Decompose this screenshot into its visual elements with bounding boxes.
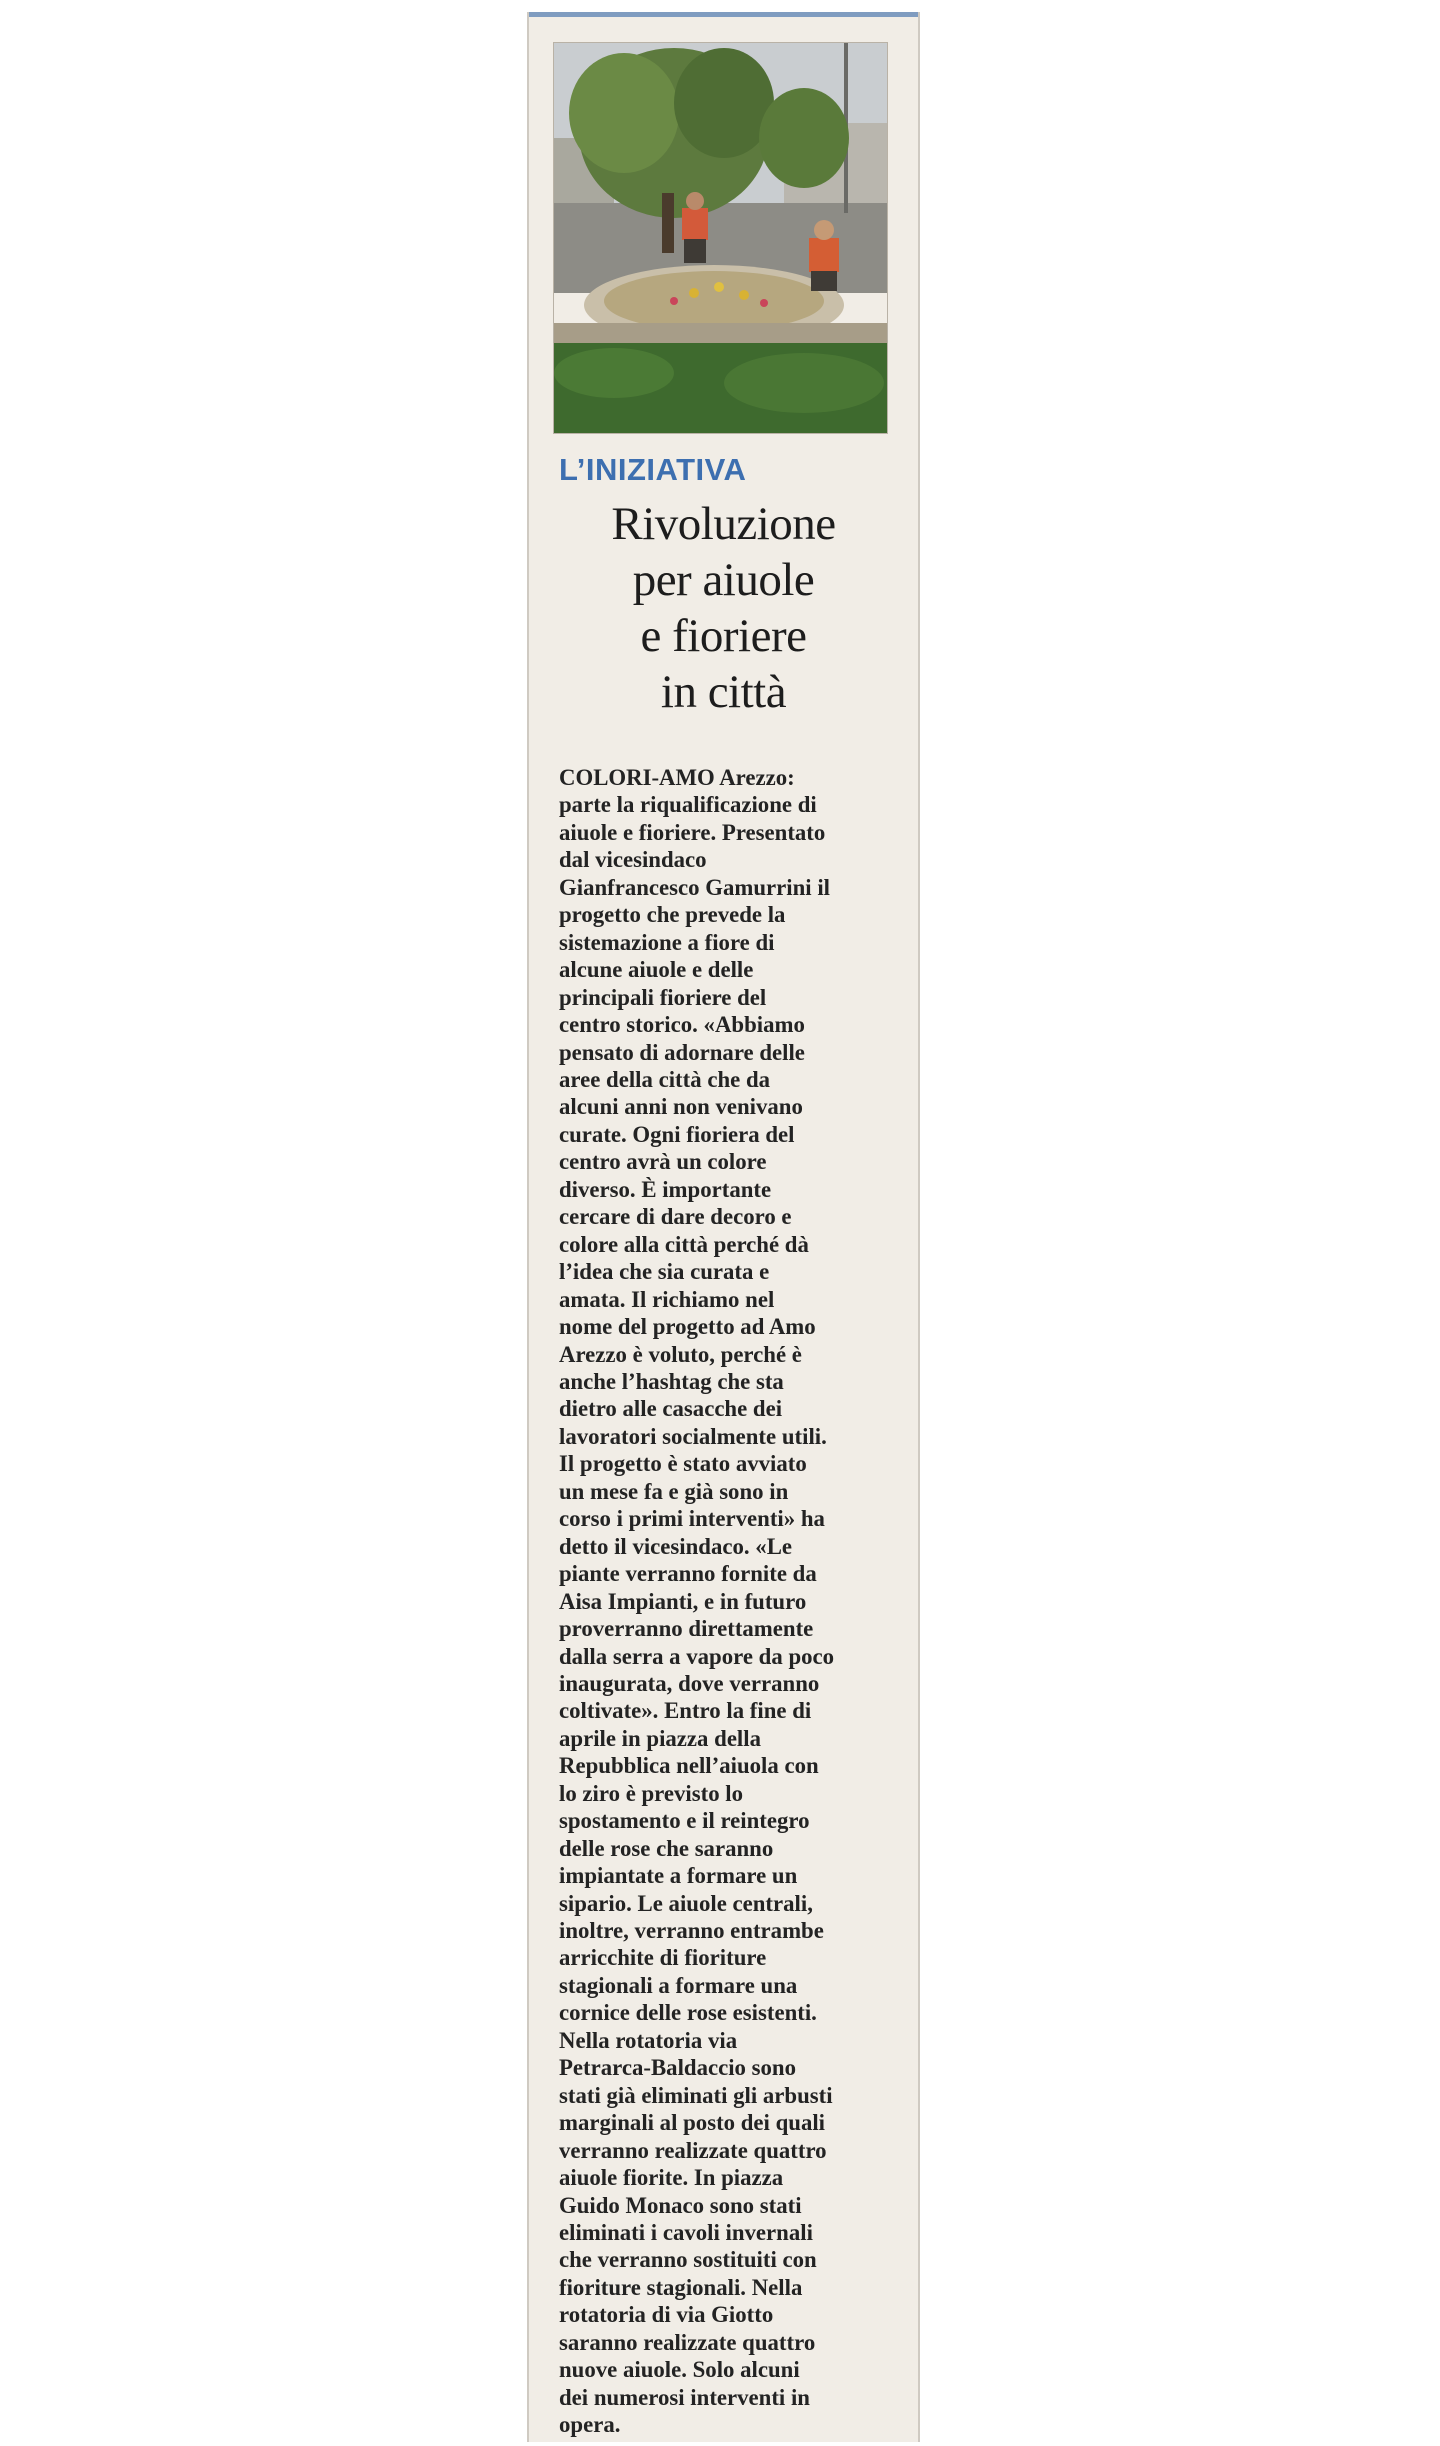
body-line: spostamento e il reintegro [559, 1808, 810, 1834]
body-line: corso i primi interventi» ha [559, 1506, 825, 1532]
body-line: opera. [559, 2412, 621, 2438]
headline-line: Rivoluzione [611, 498, 836, 550]
body-line: cornice delle rose esistenti. [559, 2000, 817, 2026]
body-line: arricchite di fioriture [559, 1945, 767, 1971]
body-line [559, 764, 919, 791]
body-line: pensato di adornare delle [559, 1039, 805, 1065]
body-line: stati già eliminati gli arbusti [559, 2082, 833, 2108]
headline-line: in città [660, 666, 787, 718]
top-rule [529, 12, 918, 17]
body-line: colore alla città perché dà [559, 1231, 809, 1257]
body-line: dietro alle casacche dei [559, 1396, 783, 1422]
body-line: nome del progetto ad Amo [559, 1314, 816, 1340]
body-line: piante verranno fornite da [559, 1561, 817, 1587]
article-body [559, 764, 919, 2439]
body-line: sistemazione a fiore di [559, 929, 775, 955]
body-line: aiuole e fioriere. Presentato [559, 819, 826, 845]
body-line: centro storico. «Abbiamo [559, 1012, 805, 1038]
body-line: Nella rotatoria via [559, 2027, 738, 2053]
body-line: dalla serra a vapore da poco [559, 1643, 835, 1669]
body-line-text: Arezzo: [719, 765, 795, 790]
body-line: cercare di dare decoro e [559, 1204, 792, 1230]
body-line: l’idea che sia curata e [559, 1259, 770, 1285]
body-line: progetto che prevede la [559, 902, 786, 928]
body-line: Aisa Impianti, e in futuro [559, 1588, 807, 1614]
body-line: detto il vicesindaco. «Le [559, 1533, 793, 1559]
body-line: inoltre, verranno entrambe [559, 1918, 824, 1944]
body-line: proverranno direttamente [559, 1616, 814, 1642]
body-line: marginali al posto dei quali [559, 2110, 826, 2136]
body-line: saranno realizzate quattro [559, 2329, 816, 2355]
body-line: un mese fa e già sono in [559, 1478, 789, 1504]
body-line: Gianfrancesco Gamurrini il [559, 874, 831, 900]
body-line: eliminati i cavoli invernali [559, 2220, 813, 2246]
body-line: aprile in piazza della [559, 1725, 761, 1751]
body-line: sipario. Le aiuole centrali, [559, 1890, 813, 1916]
body-line: coltivate». Entro la fine di [559, 1698, 812, 1724]
body-line: delle rose che saranno [559, 1835, 774, 1861]
body-line: principali fioriere del [559, 984, 767, 1010]
body-line: Il progetto è stato avviato [559, 1451, 807, 1477]
body-line: aree della città che da [559, 1066, 771, 1092]
body-line: nuove aiuole. Solo alcuni [559, 2357, 800, 2383]
article-headline [529, 496, 918, 720]
article-kicker: L’INIZIATIVA [559, 452, 747, 487]
body-line: centro avrà un colore [559, 1149, 767, 1175]
headline-line: per aiuole [632, 554, 815, 606]
body-line: lo ziro è previsto lo [559, 1780, 744, 1806]
body-line: verranno realizzate quattro [559, 2137, 827, 2163]
body-line: Guido Monaco sono stati [559, 2192, 802, 2218]
body-line: rotatoria di via Giotto [559, 2302, 774, 2328]
body-line: fioriture stagionali. Nella [559, 2274, 803, 2300]
body-line: alcuni anni non venivano [559, 1094, 803, 1120]
body-line: Petrarca-Baldaccio sono [559, 2055, 796, 2081]
body-line: curate. Ogni fioriera del [559, 1121, 795, 1147]
body-line: Repubblica nell’aiuola con [559, 1753, 819, 1779]
body-line: parte la riqualificazione di [559, 792, 817, 818]
body-line: che verranno sostituiti con [559, 2247, 817, 2273]
body-line: aiuole fiorite. In piazza [559, 2165, 784, 2191]
body-line: stagionali a formare una [559, 1972, 798, 1998]
body-line: diverso. È importante [559, 1176, 772, 1202]
body-line: inaugurata, dove verranno [559, 1670, 820, 1696]
headline-line: e fioriere [640, 610, 807, 662]
article-lead: COLORI-AMO [559, 765, 720, 790]
body-line: amata. Il richiamo nel [559, 1286, 775, 1312]
body-line: alcune aiuole e delle [559, 957, 754, 983]
article-photo [553, 42, 888, 434]
body-line: impiantate a formare un [559, 1863, 798, 1889]
newspaper-clipping [527, 12, 920, 2442]
body-line: lavoratori socialmente utili. [559, 1423, 827, 1449]
body-line: Arezzo è voluto, perché è [559, 1341, 802, 1367]
body-line: dei numerosi interventi in [559, 2384, 810, 2410]
body-line: dal vicesindaco [559, 847, 707, 873]
body-line: anche l’hashtag che sta [559, 1368, 784, 1394]
